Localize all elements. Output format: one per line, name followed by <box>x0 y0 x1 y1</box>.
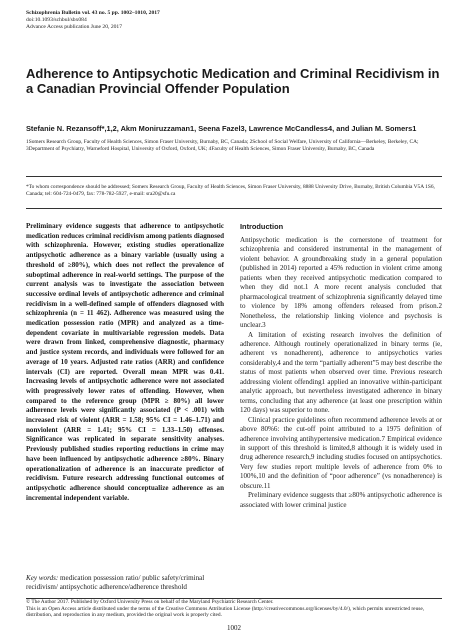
introduction-heading: Introduction <box>240 222 284 231</box>
doi-line: doi:10.1093/schbul/sbx084 <box>26 17 87 24</box>
advance-access-line: Advance Access publication June 20, 2017 <box>26 24 123 31</box>
correspondence-note: *To whom correspondence should be addressed; Somers Research Group, Faculty of Health Sciences, Simon Fraser University, 8888 University Drive, Burnaby, British Columbia V5A 1S6, Canada; tel: 604-724-0479, fax: 778-782-5927, e-mail: sra20@sfu.ca <box>26 184 435 197</box>
license-line: This is an Open Access article distributed under the terms of the Creative Commons Attribution License (http://creativecommons.org/licenses/by/4.0/), which permits unrestricted reuse, distribution, and reproduction in any medium, provided the original work is properly cited. <box>26 605 425 619</box>
abstract: Preliminary evidence suggests that adherence to antipsychotic medication reduces criminal recidivism among patients diagnosed with schizophrenia. However, existing studies operationalize antipsychotic adherence as a binary variable (usually using a threshold of ≥80%), which does not reflect the prevalence of suboptimal adherence in real-world settings. The purpose of the current analysis was to investigate the association between successive ordinal levels of antipsychotic adherence and criminal recidivism in a well-defined sample of offenders diagnosed with schizophrenia (n = 11 462). Adherence was measured using the medication possession ratio (MPR) and analyzed as a time-dependent covariate in multivariable regression models. Data were drawn from linked, comprehensive diagnostic, pharmacy and justice system records, and individuals were followed for an average of 10 years. Adjusted rate ratios (ARR) and confidence intervals (CI) are reported. Overall mean MPR was 0.41. Increasing levels of antipsychotic adherence were not associated with progressively lower rates of offending. However, when compared to the reference group (MPR ≥ 80%) all lower adherence levels were significantly associated (P < .001) with increased risk of violent (ARR = 1.58; 95% CI = 1.46–1.71) and nonviolent (ARR = 1.41; 95% CI = 1.33–1.50) offenses. Significance was replicated in separate sensitivity analyses. Previously published studies reporting reductions in crime may have been influenced by antipsychotic adherence ≥80%. Binary operationalization of adherence is an inaccurate predictor of recidivism. Future research addressing functional outcomes of antipsychotic adherence should conceptualize adherence as an incremental independent variable. <box>26 222 224 502</box>
intro-paragraph: A limitation of existing research involves the definition of adherence. Although routinely operationalized in binary terms (ie, adherent vs nonadherent), adherence to antipsychotics varies considerably,4 and the term “partially adherent”5 may best describe the status of most patients when observed over time. Previous research addressing violent offending1 applied an innovative within-participant analytic approach, but nevertheless investigated adherence in binary terms, concluding that any adherence (at least one prescription within 120 days) was superior to none. <box>240 330 442 415</box>
keywords-text: medication possession ratio/ public safety/criminal recidivism/ antipsychotic adherence/adherence threshold <box>26 574 205 592</box>
correspondence-divider <box>26 208 442 209</box>
intro-paragraph: Preliminary evidence suggests that ≥80% antipsychotic adherence is associated with lower criminal justice <box>240 491 442 509</box>
journal-citation: Schizophrenia Bulletin vol. 43 no. 5 pp. 1002–1010, 2017 <box>26 10 160 16</box>
journal-header <box>26 10 446 32</box>
intro-paragraph: Antipsychotic medication is the cornerstone of treatment for schizophrenia and considered instrumental in the management of violent behavior. A groundbreaking study in a general population (published in 2014) reported a 45% reduction in violent crime among patients when they received antipsychotic medication compared to when they did not.1 A more recent analysis concluded that pharmacological treatment of schizophrenia significantly delayed time to violence by 18% among offenders released from prison.2 Nonetheless, the relationship linking violence and psychosis is unclear.3 <box>240 236 442 330</box>
intro-paragraph: Clinical practice guidelines often recommend adherence levels at or above 80%6: the cut-off point attributed to a 1975 definition of adherence involving antihypertensive medication.7 Empirical evidence in support of this threshold is limited,8 although it is widely used in drug adherence research,9 including studies focused on antipsychotics. Very few studies report multiple levels of adherence from 0% to 100%,10 and the definition of “poor adherence” (vs nonadherence) is obscure.11 <box>240 415 442 490</box>
header-divider <box>26 176 442 177</box>
page-number: 1002 <box>227 624 241 632</box>
introduction-body <box>240 236 442 510</box>
article-title: Adherence to Antipsychotic Medication and Criminal Recidivism in a Canadian Provincial Offender Population <box>26 66 440 96</box>
keywords <box>26 574 224 592</box>
keywords-label: Key words: <box>26 574 59 582</box>
copyright-line: © The Author 2017. Published by Oxford University Press on behalf of the Maryland Psychiatric Research Center. <box>26 599 274 605</box>
author-list: Stefanie N. Rezansoff*,1,2, Akm Moniruzzaman1, Seena Fazel3, Lawrence McCandless4, and Julian M. Somers1 <box>26 124 417 133</box>
affiliations: 1Somers Research Group, Faculty of Health Sciences, Simon Fraser University, Burnaby, BC, Canada; 2School of Social Welfare, University of California—Berkeley, Berkeley, CA; 3Department of Psychiatry, Warneford Hospital, University of Oxford, Oxford, UK; 4Faculty of Health Sciences, Simon Fraser University, Burnaby, BC, Canada <box>26 139 419 152</box>
license-footer <box>26 599 446 619</box>
